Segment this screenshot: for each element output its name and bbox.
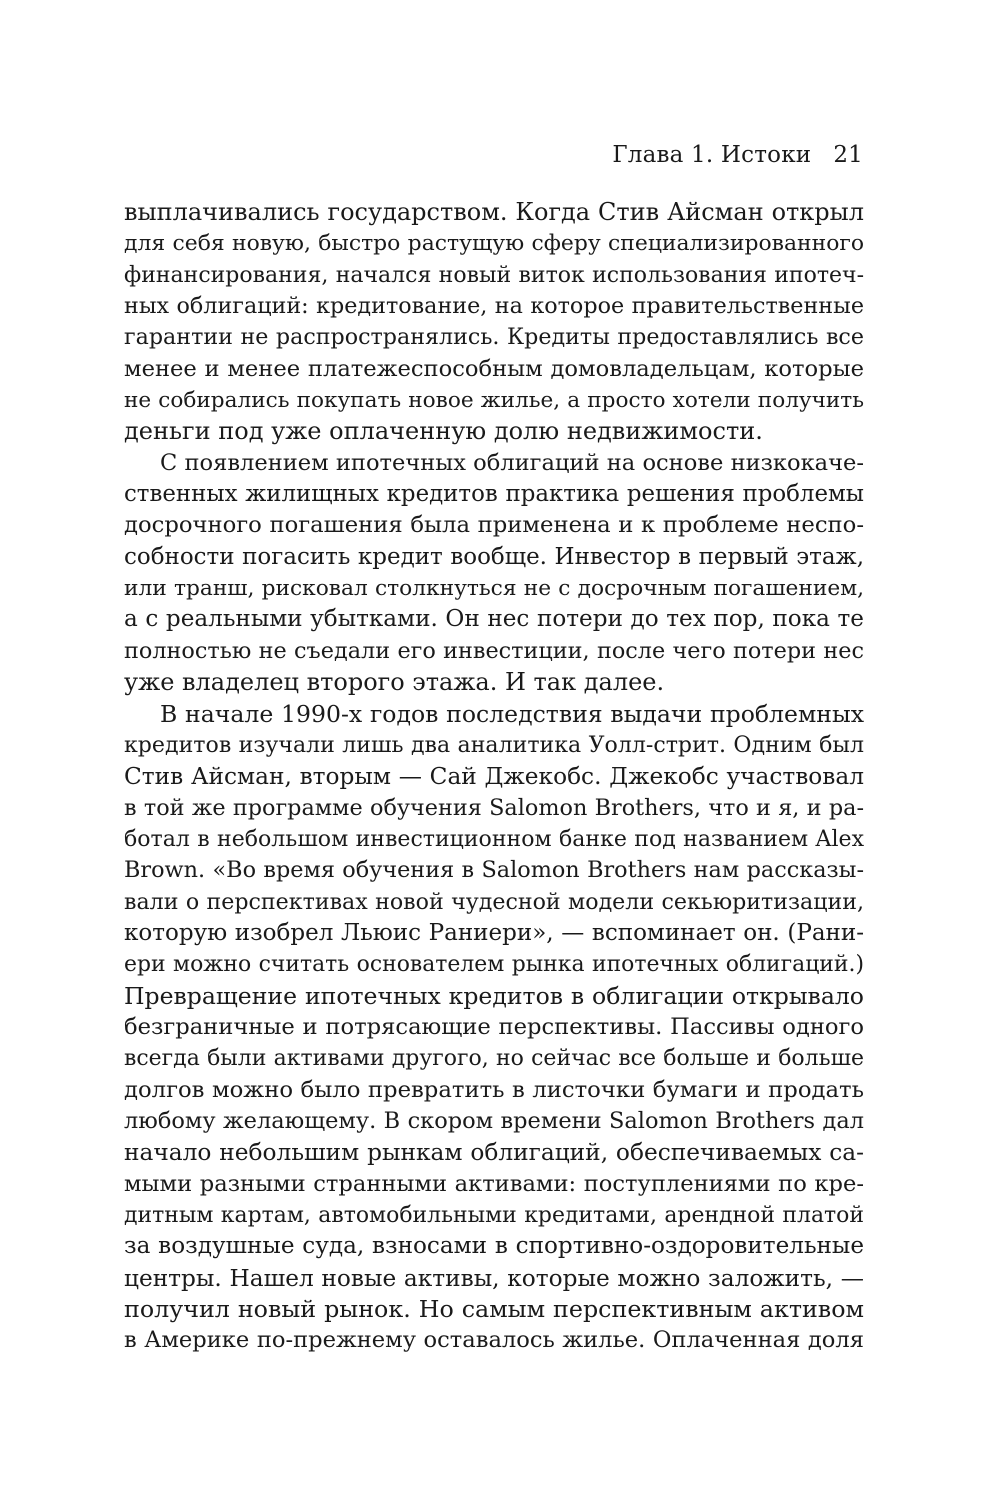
- text-line: получил новый рынок. Но самым перспективным активом: [124, 1295, 864, 1324]
- text-line: или транш, рисковал столкнуться не с досрочным погашением,: [124, 576, 864, 602]
- text-line: полностью не съедали его инвестиции, после чего потери нес: [124, 637, 864, 664]
- text-line: в той же программе обучения Salomon Brothers, что и я, и ра-: [124, 794, 864, 821]
- text-line: любому желающему. В скором времени Salomon Brothers дал: [124, 1107, 864, 1134]
- text-line: долгов можно было превратить в листочки бумаги и продать: [124, 1076, 864, 1103]
- text-line: центры. Нашел новые активы, которые можно заложить, —: [124, 1264, 864, 1292]
- text-line: В начале 1990-х годов последствия выдачи проблемных: [160, 699, 864, 728]
- text-line: в Америке по-прежнему оставалось жилье. Оплаченная доля: [124, 1327, 864, 1354]
- text-line: всегда были активами другого, но сейчас все больше и больше: [124, 1046, 864, 1072]
- text-line: С появлением ипотечных облигаций на основе низкокаче-: [160, 449, 864, 476]
- text-line: досрочного погашения была применена и к проблеме неспо-: [124, 512, 864, 539]
- text-line: кредитов изучали лишь два аналитика Уолл-стрит. Одним был: [124, 732, 864, 758]
- text-line: Стив Айсман, вторым — Сай Джекобс. Джекобс участвовал: [124, 763, 864, 791]
- text-line: а с реальными убытками. Он нес потери до тех пор, пока те: [124, 606, 864, 633]
- text-line: начало небольшим рынкам облигаций, обеспечиваемых са-: [124, 1139, 864, 1167]
- text-line: мыми разными странными активами: поступлениями по кре-: [124, 1170, 864, 1197]
- text-line: за воздушные суда, взносами в спортивно-оздоровительные: [124, 1233, 864, 1260]
- text-line: финансирования, начался новый виток использования ипотеч-: [124, 262, 864, 288]
- text-line: для себя новую, быстро растущую сферу специализированного: [124, 231, 864, 257]
- text-line: Brown. «Во время обучения в Salomon Brothers нам рассказы-: [124, 857, 864, 884]
- text-line: ери можно считать основателем рынка ипотечных облигаций.): [124, 952, 864, 978]
- text-line: деньги под уже оплаченную долю недвижимости.: [124, 417, 763, 446]
- text-line: Превращение ипотечных кредитов в облигации открывало: [124, 981, 864, 1010]
- text-line: уже владелец второго этажа. И так далее.: [124, 668, 665, 697]
- text-line: ственных жилищных кредитов практика решения проблемы: [124, 481, 864, 508]
- text-line: безграничные и потрясающие перспективы. Пассивы одного: [124, 1013, 864, 1040]
- chapter-title: Глава 1. Истоки: [612, 142, 812, 168]
- running-header: [612, 140, 863, 170]
- body-text: [124, 197, 864, 1357]
- text-line: дитным картам, автомобильными кредитами, арендной платой: [124, 1203, 864, 1228]
- text-line: которую изобрел Льюис Раниери», — вспоминает он. (Рани-: [124, 919, 864, 946]
- page-number: 21: [833, 142, 863, 168]
- text-line: не собирались покупать новое жилье, а просто хотели получить: [124, 388, 864, 414]
- text-line: собности погасить кредит вообще. Инвестор в первый этаж,: [124, 543, 864, 570]
- text-line: выплачивались государством. Когда Стив Айсман открыл: [124, 198, 864, 226]
- text-line: гарантии не распространялись. Кредиты предоставлялись все: [124, 324, 864, 351]
- text-line: ботал в небольшом инвестиционном банке под названием Alex: [124, 826, 864, 852]
- text-line: вали о перспективах новой чудесной модели секьюритизации,: [124, 888, 864, 915]
- text-line: менее и менее платежеспособным домовладельцам, которые: [124, 355, 864, 382]
- text-line: ных облигаций: кредитование, на которое правительственные: [124, 293, 864, 320]
